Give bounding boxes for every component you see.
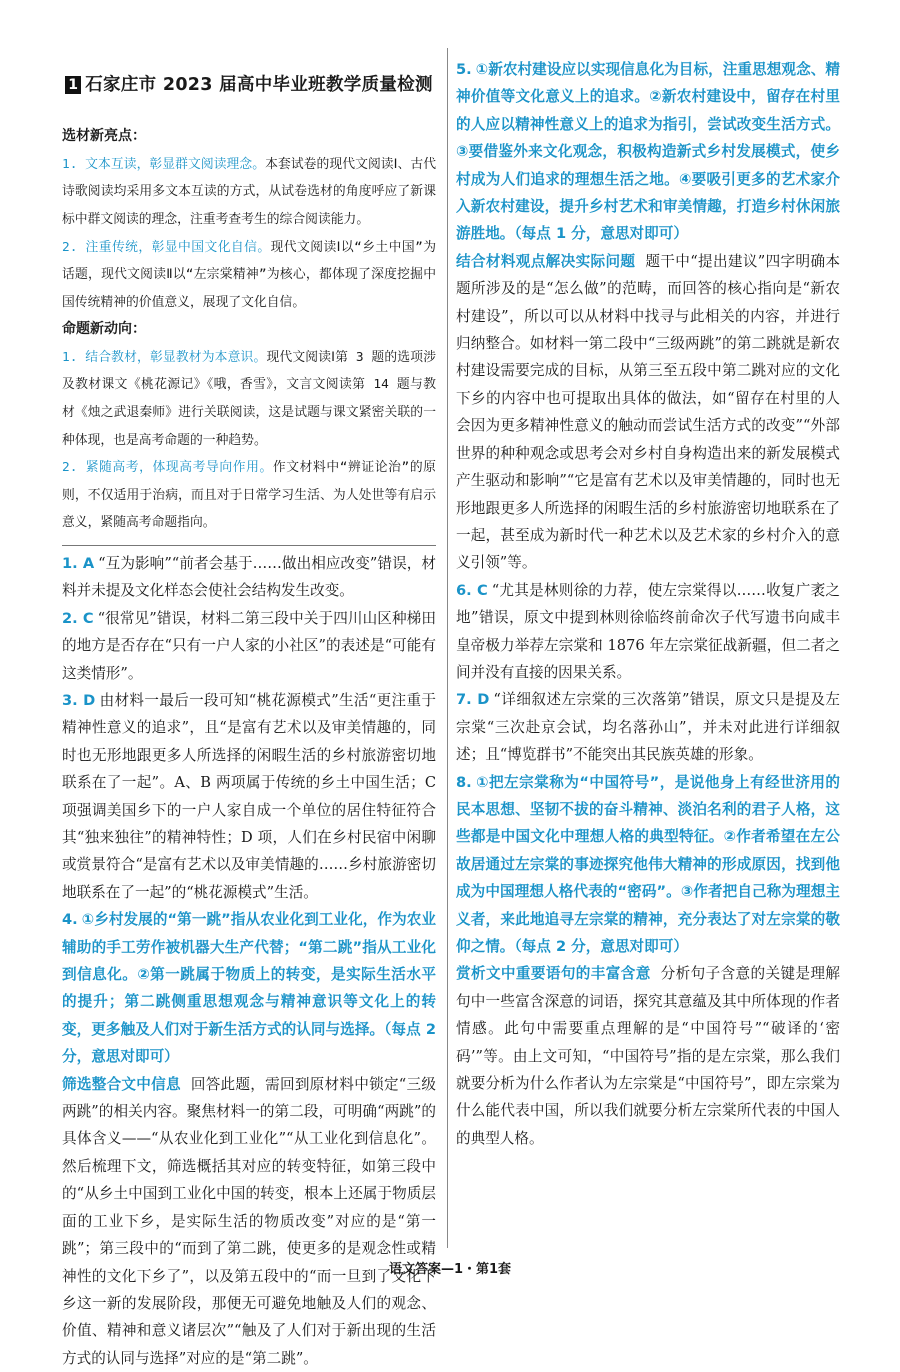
answer-number: 3. D <box>62 691 96 709</box>
highlight-text: 现代文阅读Ⅰ以“乡土中国”为话题，现代文阅读Ⅱ以“左宗棠精神”为核心，都体现了深度挖掘中国传统精神的价值意义，展现了文化自信。 <box>62 239 436 310</box>
right-column <box>456 56 840 1152</box>
answer-number: 5. <box>456 61 472 78</box>
highlight-item <box>62 151 436 234</box>
method-note <box>62 1071 436 1372</box>
answer-item-q8 <box>456 769 840 961</box>
method-label: 结合材料观点解决实际问题 <box>456 252 636 270</box>
method-text: 回答此题，需回到原材料中锁定“三级两跳”的相关内容。聚焦材料一的第二段，可明确“两跳”的具体含义——“从农业化到工业化”“从工业化到信息化”。然后梳理下文，筛选概括其对应的转变特征，如第三段中的“从乡土中国到工业化中国的转变，根本上还属于物质层面的工业下乡，是实际生活的物质改变”对应的是“第一跳”；第三段中的“而到了第二跳，使更多的是观念性或精神性的文化下乡了”，以及第五段中的“而一旦到了文化下乡这一新的发展阶段，那便无可避免地触及人们的观念、价值、精神和意义诸层次”“触及了人们对于新出现的生活方式的认同与选择”对应的是“第二跳”。 <box>62 1075 436 1367</box>
trends-section <box>62 316 436 537</box>
answer-item <box>456 686 840 768</box>
answer-item <box>62 687 436 906</box>
trend-lead: 1. 结合教材，彰显教材为本意识。 <box>62 349 267 365</box>
answer-key: ①把左宗棠称为“中国符号”，是说他身上有经世济用的民本思想、坚韧不拔的奋斗精神、淡泊名利的君子人格，这些都是中国文化中理想人格的典型特征。②作者希望在左公故居通过左宗棠的事迹探究他伟大精神的形成原因，找到他成为中国理想人格代表的“密码”。③作者把自己称为理想主义者，来此地追寻左宗棠的精神，充分表达了对左宗棠的敬仰之情。（每点 2 分，意思对即可） <box>456 773 840 955</box>
answer-number: 7. D <box>456 691 490 709</box>
answer-number: 4. <box>62 911 78 929</box>
trends-heading: 命题新动向： <box>62 321 146 338</box>
page-footer: 语文答案—1・第1套 <box>388 1262 512 1277</box>
highlight-lead: 2. 注重传统，彰显中国文化自信。 <box>62 239 271 255</box>
trend-item <box>62 454 436 537</box>
answer-text: “很常见”错误，材料二第三段中关于四川山区种梯田的地方是否存在“只有一户人家的小社区”的表述是“可能有这类情形”。 <box>62 609 436 682</box>
answer-text: “尤其是林则徐的力荐，使左宗棠得以……收复广袤之地”错误，原文中提到林则徐临终前命次子代写遗书向咸丰皇帝极力举荐左宗棠和 1876 年左宗棠征战新疆，但二者之间并没有直接的因果关系。 <box>456 581 840 681</box>
answer-number: 6. C <box>456 581 488 599</box>
answer-text: “互为影响”“前者会基于……做出相应改变”错误，材料并未提及文化样态会使社会结构发生改变。 <box>62 554 436 600</box>
trend-text: 现代文阅读Ⅰ第 3 题的选项涉及教材课文《桃花源记》《哦，香雪》，文言文阅读第 14 题与教材《烛之武退秦师》进行关联阅读，这是试题与课文紧密关联的一种体现，也是高考命题的一种趋势。 <box>62 349 436 448</box>
answer-number: 8. <box>456 773 472 791</box>
method-label: 赏析文中重要语句的丰富含意 <box>456 965 651 983</box>
highlights-section <box>62 123 436 316</box>
answer-item <box>456 577 840 687</box>
left-column <box>62 54 436 1372</box>
method-note <box>456 248 840 577</box>
highlight-item <box>62 234 436 317</box>
answer-key: ①新农村建设应以实现信息化为目标，注重思想观念、精神价值等文化意义上的追求。②新农村建设中，留存在村里的人应以精神性意义上的追求为指引，尝试改变生活方式。③要借鉴外来文化观念，积极构造新式乡村发展模式，使乡村成为人们追求的理想生活之地。④要吸引更多的艺术家介入新农村建设，提升乡村艺术和审美情趣，打造乡村休闲旅游胜地。（每点 1 分，意思对即可） <box>456 61 840 243</box>
trend-item <box>62 344 436 454</box>
answer-item <box>62 605 436 687</box>
answer-text: 由材料一最后一段可知“桃花源模式”生活“更注重于精神性意义的追求”，且“是富有艺术以及审美情趣的，同时也无形地跟更多人所选择的闲暇生活的乡村旅游密切地联系在了一起”。A、B 两项属于传统的乡土中国生活；C 项强调美国乡下的一户人家自成一个单位的居住特征符合其“独来独往”的精神特性；D 项，人们在乡村民宿中闲聊或赏景符合“是富有艺术以及审美情趣的……乡村旅游密切地联系在了一起”的“桃花源模式”生活。 <box>62 691 436 901</box>
trend-text: 作文材料中“辨证论治”的原则，不仅适用于治病，而且对于日常学习生活、为人处世等有启示意义，紧随高考命题指向。 <box>62 460 436 531</box>
column-divider <box>447 48 448 1248</box>
answer-number: 1. A <box>62 554 95 572</box>
trend-lead: 2. 紧随高考，体现高考导向作用。 <box>62 460 273 476</box>
page-title <box>62 72 436 99</box>
highlight-lead: 1. 文本互读，彰显群文阅读理念。 <box>62 156 266 172</box>
highlights-heading: 选材新亮点： <box>62 128 146 145</box>
answer-key: ①乡村发展的“第一跳”指从农业化到工业化，作为农业辅助的手工劳作被机器大生产代替；“第二跳”指从工业化到信息化。②第一跳属于物质上的转变，是实际生活水平的提升；第二跳侧重思想观念与精神意识等文化上的转变，更多触及人们对于新生活方式的认同与选择。（每点 2 分，意思对即可） <box>62 911 436 1066</box>
section-divider <box>62 545 436 546</box>
method-text: 分析句子含意的关键是理解句中一些富含深意的词语，探究其意蕴及其中所体现的作者情感。此句中需要重点理解的是“中国符号”“破译的‘密码’”等。由上文可知，“中国符号”指的是左宗棠，那么我们就要分析为什么作者认为左宗棠是“中国符号”，即左宗棠为什么能代表中国，所以我们就要分析左宗棠所代表的中国人的典型人格。 <box>456 965 840 1147</box>
page-title-text: 石家庄市 2023 届高中毕业班教学质量检测 <box>85 75 433 95</box>
set-number-badge: 1 <box>65 76 81 94</box>
answer-text: “详细叙述左宗棠的三次落第”错误，原文只是提及左宗棠“三次赴京会试，均名落孙山”，并未对此进行详细叙述；且“博览群书”不能突出其民族英雄的形象。 <box>456 691 840 764</box>
answer-item-q4 <box>62 906 436 1070</box>
method-note <box>456 960 840 1152</box>
answer-item-q5 <box>456 56 840 248</box>
answer-item <box>62 550 436 605</box>
method-text: 题干中“提出建议”四字明确本题所涉及的是“怎么做”的范畴，而回答的核心指向是“新农村建设”，所以可以从材料中找寻与此相关的内容，并进行归纳整合。如材料一第二段中“三级两跳”的第二跳就是新农村建设需要完成的目标，从第三至五段中第二跳对应的文化下乡的内容中也可提取出具体的做法，如“留存在村里的人会因为更多精神性意义的触动而尝试生活方式的改变”“外部世界的种种观念或思考会对乡村自身构造出来的新发展模式产生驱动和影响”“它是富有艺术以及审美情趣的，同时也无形地跟更多人所选择的闲暇生活的乡村旅游密切地联系在了一起，甚至成为新时代一种艺术以及艺术家的乡村介入的意义引领”等。 <box>456 252 840 572</box>
highlight-text: 本套试卷的现代文阅读Ⅰ、古代诗歌阅读均采用多文本互读的方式，从试卷选材的角度呼应了新课标中群文阅读的理念，注重考查考生的综合阅读能力。 <box>62 156 436 227</box>
method-label: 筛选整合文中信息 <box>62 1075 181 1093</box>
answer-number: 2. C <box>62 609 94 627</box>
